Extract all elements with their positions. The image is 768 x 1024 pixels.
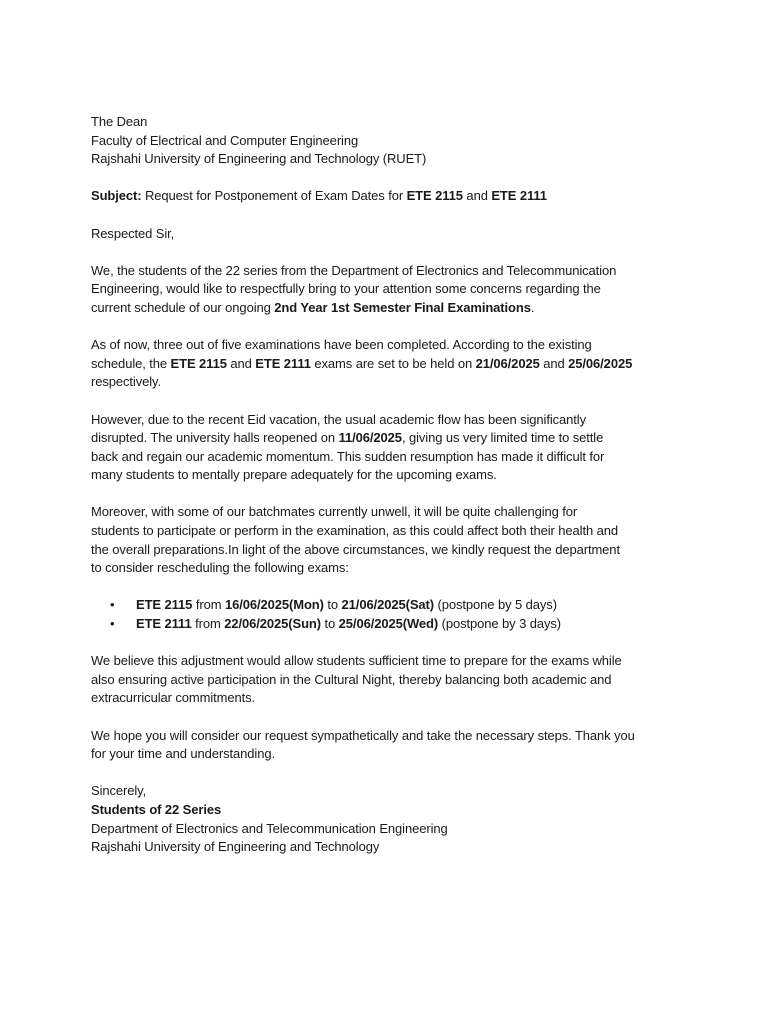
paragraph-line: We, the students of the 22 series from the Department of Electronics and Telecommunication bbox=[91, 262, 617, 278]
paragraph-intro bbox=[91, 262, 691, 318]
paragraph-line: the overall preparations.In light of the above circumstances, we kindly request the department bbox=[91, 541, 620, 557]
bullet-icon: • bbox=[110, 597, 115, 613]
text-run: and bbox=[539, 355, 569, 371]
recipient-university: Rajshahi University of Engineering and Technology (RUET) bbox=[91, 151, 427, 167]
sign-off: Sincerely, bbox=[91, 783, 147, 799]
paragraph-line: Moreover, with some of our batchmates currently unwell, it will be quite challenging for bbox=[91, 504, 578, 520]
paragraph-benefit bbox=[91, 652, 691, 708]
recipient-title: The Dean bbox=[91, 114, 148, 129]
to-date: 21/06/2025(Sat) bbox=[341, 597, 434, 613]
subject-course-2: ETE 2111 bbox=[491, 188, 547, 204]
course-code: ETE 2111 bbox=[255, 355, 311, 371]
paragraph-line: However, due to the recent Eid vacation, the usual academic flow has been significantly bbox=[91, 411, 586, 427]
paragraph-line: Engineering, would like to respectfully bring to your attention some concerns regarding the bbox=[91, 281, 601, 297]
to-date: 25/06/2025(Wed) bbox=[338, 616, 439, 632]
subject-and: and bbox=[462, 188, 492, 204]
text-run: and bbox=[226, 355, 256, 371]
paragraph-eid bbox=[91, 411, 691, 485]
recipient-block bbox=[91, 113, 691, 169]
paragraph-line: to consider rescheduling the following exams: bbox=[91, 560, 349, 576]
subject-line bbox=[91, 187, 691, 206]
subject-label: Subject: bbox=[91, 188, 142, 204]
closing-block bbox=[91, 782, 691, 856]
paragraph-line bbox=[91, 299, 691, 318]
course-code: ETE 2111 bbox=[136, 616, 192, 632]
paragraph-line bbox=[91, 429, 691, 448]
paragraph-line: respectively. bbox=[91, 374, 161, 390]
text-run: . bbox=[530, 299, 535, 315]
course-code: ETE 2115 bbox=[170, 355, 227, 371]
paragraph-line: extracurricular commitments. bbox=[91, 690, 256, 706]
recipient-faculty: Faculty of Electrical and Computer Engineering bbox=[91, 132, 359, 148]
exam-reschedule-list bbox=[91, 596, 691, 633]
bullet-icon: • bbox=[110, 616, 115, 632]
text-run: to bbox=[321, 616, 339, 632]
text-run: to bbox=[323, 597, 342, 613]
paragraph-thanks bbox=[91, 727, 691, 764]
paragraph-line: for your time and understanding. bbox=[91, 746, 275, 762]
sender-name: Students of 22 Series bbox=[91, 801, 222, 817]
exam-date: 25/06/2025 bbox=[568, 355, 633, 371]
text-run: disrupted. The university halls reopened on bbox=[91, 430, 339, 446]
paragraph-request bbox=[91, 503, 691, 577]
paragraph-line: students to participate or perform in the examination, as this could affect both their health and bbox=[91, 523, 618, 539]
letter-body bbox=[91, 113, 691, 857]
text-run: , giving us very limited time to settle bbox=[401, 430, 604, 446]
list-item bbox=[110, 615, 691, 634]
course-code: ETE 2115 bbox=[136, 597, 193, 613]
paragraph-line bbox=[91, 355, 691, 374]
from-date: 22/06/2025(Sun) bbox=[224, 616, 321, 632]
sender-university: Rajshahi University of Engineering and Technology bbox=[91, 839, 380, 855]
postpone-note: (postpone by 5 days) bbox=[434, 597, 557, 613]
paragraph-line: back and regain our academic momentum. This sudden resumption has made it difficult for bbox=[91, 448, 605, 464]
semester-name: 2nd Year 1st Semester Final Examinations bbox=[274, 299, 531, 315]
subject-text: Request for Postponement of Exam Dates for bbox=[141, 188, 407, 204]
paragraph-schedule bbox=[91, 336, 691, 392]
subject-course-1: ETE 2115 bbox=[406, 188, 463, 204]
paragraph-line: also ensuring active participation in the Cultural Night, thereby balancing both academic and bbox=[91, 671, 612, 687]
postpone-note: (postpone by 3 days) bbox=[438, 616, 562, 632]
text-run: exams are set to be held on bbox=[310, 355, 476, 371]
text-run: from bbox=[192, 597, 225, 613]
from-date: 16/06/2025(Mon) bbox=[224, 597, 324, 613]
text-run: from bbox=[191, 616, 225, 632]
list-item bbox=[110, 596, 691, 615]
paragraph-line: We believe this adjustment would allow students sufficient time to prepare for the exams while bbox=[91, 653, 622, 669]
reopen-date: 11/06/2025 bbox=[338, 430, 402, 446]
sender-department: Department of Electronics and Telecommunication Engineering bbox=[91, 820, 448, 836]
exam-date: 21/06/2025 bbox=[475, 355, 540, 371]
salutation: Respected Sir, bbox=[91, 225, 175, 241]
paragraph-line: We hope you will consider our request sympathetically and take the necessary steps. Thank you bbox=[91, 727, 635, 743]
paragraph-line: many students to mentally prepare adequately for the upcoming exams. bbox=[91, 467, 497, 483]
text-run: current schedule of our ongoing bbox=[91, 299, 275, 315]
text-run: schedule, the bbox=[91, 355, 171, 371]
paragraph-line: As of now, three out of five examinations have been completed. According to the existing bbox=[91, 337, 592, 353]
